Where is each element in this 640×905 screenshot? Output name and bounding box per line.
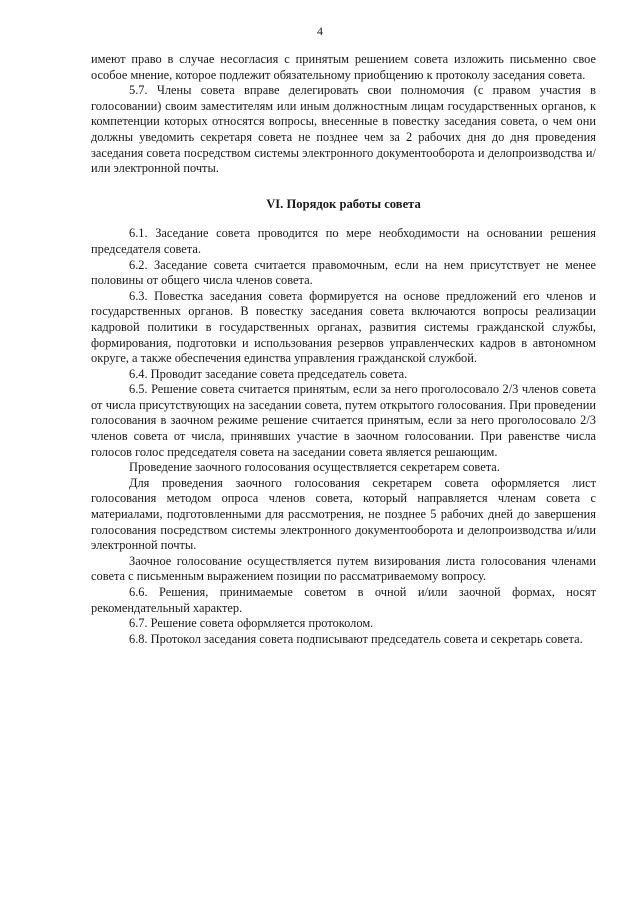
- paragraph-absentee-vote: Проведение заочного голосования осуществляется секретарем совета.: [129, 460, 500, 475]
- paragraph-continuation: имеют право в случае несогласия с принятым решением совета изложить письменно свое особое мнение, которое подлежит обязательному приобщению к протоколу заседания совета.: [91, 52, 596, 82]
- paragraph-6-8: 6.8. Протокол заседания совета подписывают председатель совета и секретарь совета.: [129, 631, 583, 646]
- paragraph-5-7: 5.7. Члены совета вправе делегировать свои полномочия (с правом участия в голосовании) своим заместителям или иным должностным лицам государственных органов, к компетенции которых относятся вопросы, внесенные в повестку заседания совета, о чем они должны уведомить секретаря совета не позднее чем за 2 рабочих дня до дня проведения заседания совета посредством системы электронного документооборота и делопроизводства и/или электронной почты.: [91, 83, 596, 176]
- page-number: 4: [317, 24, 323, 38]
- paragraph-6-5: 6.5. Решение совета считается принятым, если за него проголосовало 2/3 членов совета от числа присутствующих на заседании совета, путем открытого голосования. При проведении голосования в заочном режиме решение считается принятым, если за него проголосовало 2/3 членов совета от числа, принявших участие в заочном голосовании. При равенстве числа голосов голос председателя совета на заседании совета является решающим.: [91, 382, 596, 459]
- paragraph-6-2: 6.2. Заседание совета считается правомочным, если на нем присутствует не менее половины от общего числа членов совета.: [91, 257, 596, 288]
- paragraph-6-4: 6.4. Проводит заседание совета председатель совета.: [129, 366, 408, 381]
- paragraph-6-1: 6.1. Заседание совета проводится по мере необходимости на основании решения председателя совета.: [91, 226, 596, 256]
- paragraph-6-6: 6.6. Решения, принимаемые советом в очной и/или заочной формах, носят рекомендательный характер.: [91, 585, 596, 615]
- document-body: [91, 52, 596, 647]
- section-heading: VI. Порядок работы совета: [266, 196, 421, 211]
- paragraph-absentee-procedure: Заочное голосование осуществляется путем визирования листа голосования членами совета с письменным выражением позиции по рассматриваемому вопросу.: [91, 553, 596, 584]
- paragraph-voting-sheet: Для проведения заочного голосования секретарем совета оформляется лист голосования методом опроса членов совета, который направляется членам совета с материалами, подготовленными для рассмотрения, не позднее 5 рабочих дней до завершения голосования посредством системы электронного документооборота и делопроизводства и/или электронной почты.: [91, 475, 596, 553]
- paragraph-6-3: 6.3. Повестка заседания совета формируется на основе предложений его членов и государственных органов. В повестку заседания совета включаются вопросы реализации кадровой политики в государственных органах, развития системы гражданской службы, формирования, подготовки и использования резервов управленческих кадров в автономном округе, а также обеспечения единства управления гражданской службой.: [91, 288, 596, 366]
- paragraph-6-7: 6.7. Решение совета оформляется протоколом.: [129, 616, 374, 631]
